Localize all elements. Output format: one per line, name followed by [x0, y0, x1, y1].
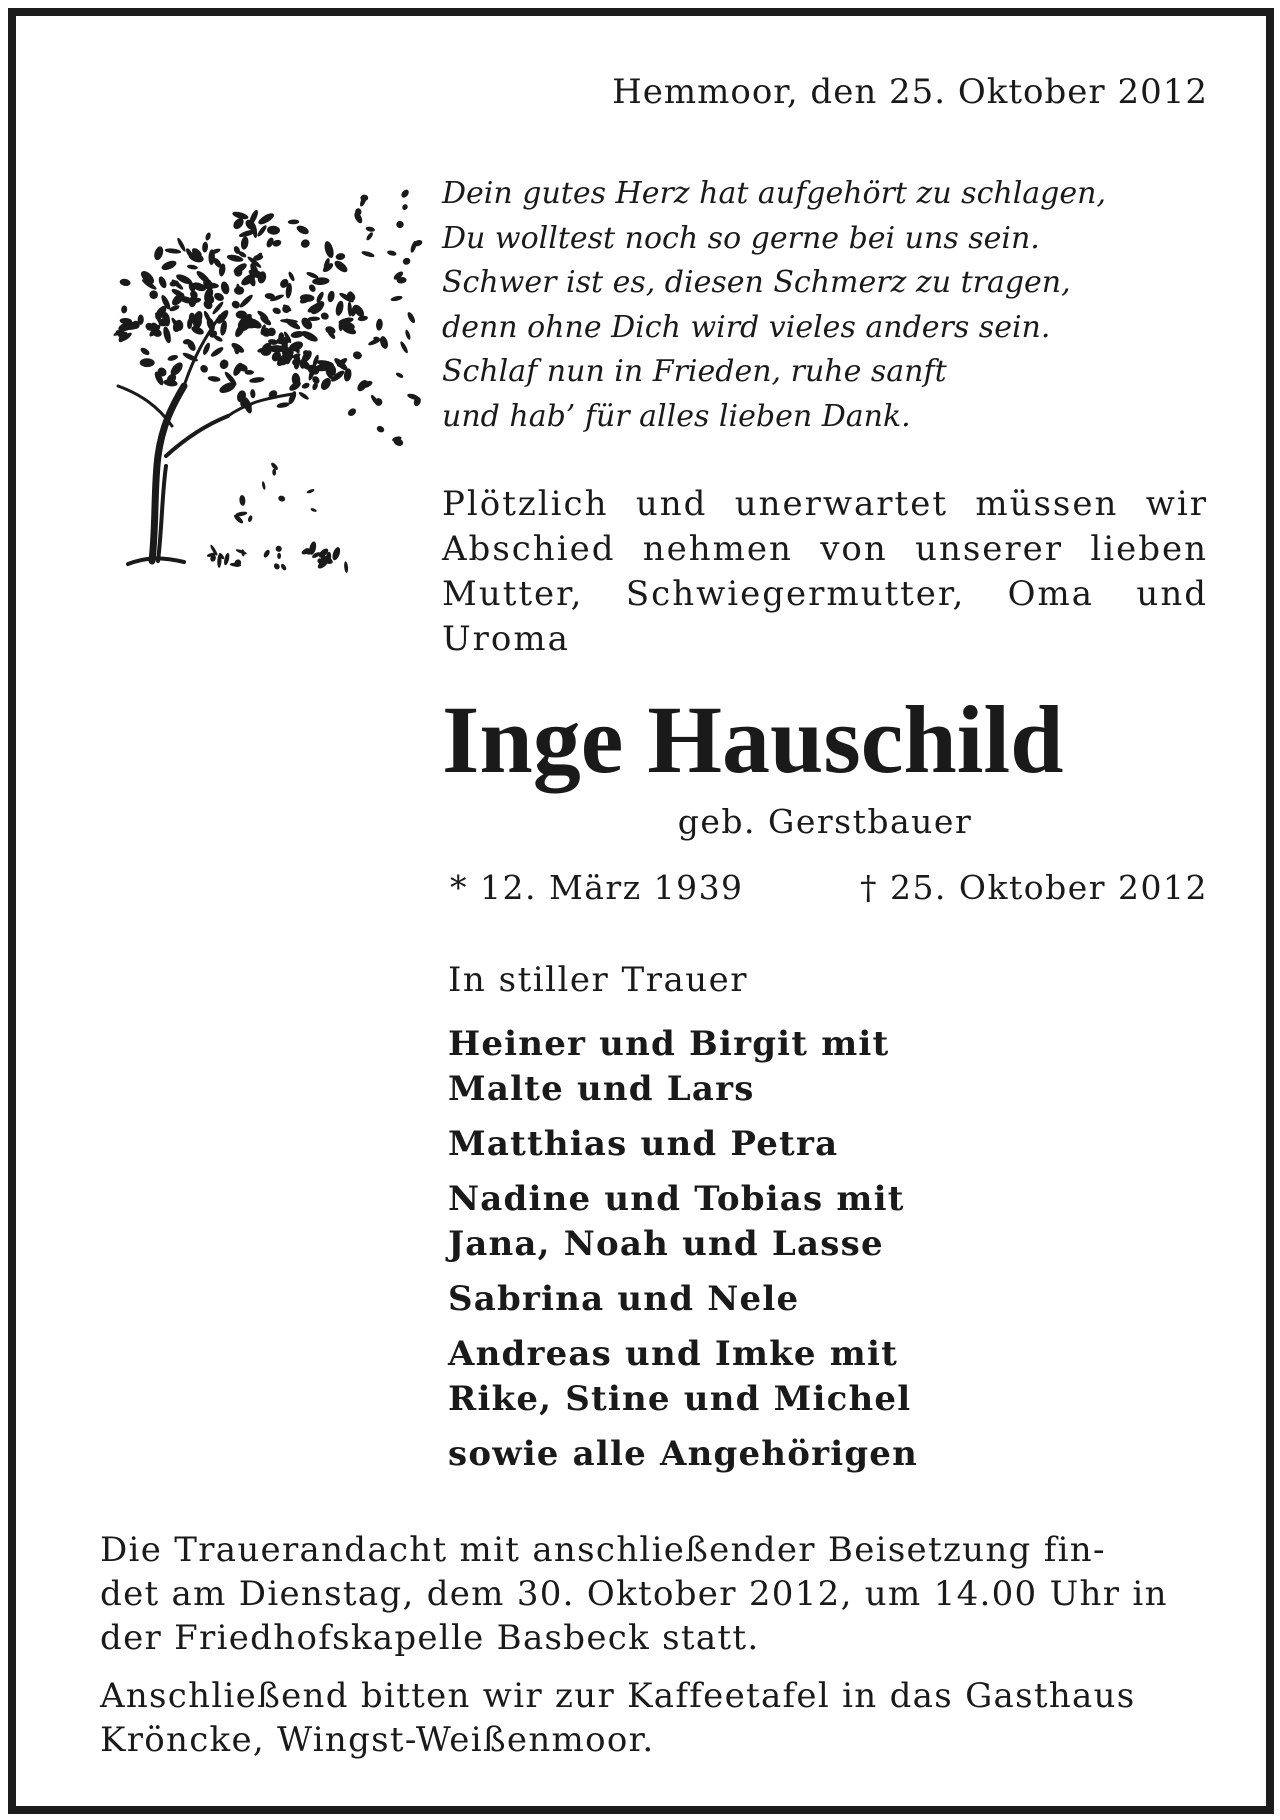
leaf-shape — [272, 469, 276, 476]
leaf-shape — [290, 330, 304, 339]
family-line: Sabrina und Nele — [448, 1279, 800, 1319]
leaf-shape — [323, 240, 335, 259]
family-line: Rike, Stine und Michel — [448, 1379, 912, 1419]
service-info — [100, 1528, 1208, 1776]
leaf-shape — [300, 329, 319, 344]
windblown-tree-icon — [88, 166, 428, 586]
leaf-shape — [365, 231, 374, 241]
leaf-shape — [207, 375, 220, 382]
poem-line: Du wolltest noch so gerne bei uns sein. — [442, 220, 1040, 256]
family-group — [448, 1122, 1208, 1167]
leaf-shape — [301, 382, 311, 390]
leaf-shape — [199, 363, 210, 374]
leaf-shape — [240, 236, 249, 250]
leaf-shape — [288, 219, 300, 224]
leaf-shape — [346, 407, 357, 418]
leaf-shape — [327, 290, 336, 303]
poem-line: Schwer ist es, diesen Schmerz zu tragen, — [442, 265, 1071, 301]
leaf-shape — [395, 372, 404, 379]
leaf-shape — [277, 553, 281, 559]
leaf-shape — [306, 488, 315, 494]
leaf-shape — [387, 250, 397, 257]
leaf-shape — [239, 495, 246, 506]
leaf-shape — [165, 248, 182, 255]
death-date: † 25. Oktober 2012 — [859, 868, 1208, 907]
intro-text: Plötzlich und unerwartet müssen wir Abschied nehmen von unserer lieben Mutter, Schwiegermutter, Oma und Uroma — [442, 484, 1208, 659]
family-group — [448, 1332, 1208, 1422]
leaf-shape — [404, 329, 411, 340]
family-group — [448, 1432, 1208, 1477]
leaf-shape — [274, 545, 283, 554]
leaf-shape — [204, 232, 211, 241]
family-line: Andreas und Imke mit — [448, 1334, 898, 1374]
leaf-shape — [235, 548, 247, 555]
leaf-shape — [379, 335, 390, 350]
leaf-shape — [234, 286, 244, 295]
leaf-shape — [261, 481, 266, 490]
family-line: Matthias und Petra — [448, 1124, 839, 1164]
leaf-shape — [223, 552, 230, 565]
leaf-shape — [280, 563, 287, 571]
leaf-shape — [331, 546, 342, 561]
birth-date: * 12. März 1939 — [450, 868, 744, 907]
leaf-shape — [202, 241, 209, 252]
leaf-shape — [153, 245, 165, 261]
leaf-shape — [399, 340, 409, 354]
family-list — [448, 1022, 1208, 1487]
service-paragraph — [100, 1528, 1208, 1660]
leaf-shape — [299, 238, 311, 250]
family-group — [448, 1277, 1208, 1322]
service-line: det am Dienstag, dem 30. Oktober 2012, um 14.00 Uhr in — [100, 1574, 1168, 1614]
leaf-shape — [162, 326, 173, 344]
reception-paragraph — [100, 1674, 1208, 1762]
reception-line: Anschließend bitten wir zur Kaffeetafel in das Gasthaus — [100, 1676, 1136, 1716]
reception-line: Kröncke, Wingst-Weißenmoor. — [100, 1720, 655, 1760]
poem-line: Dein gutes Herz hat aufgehört zu schlagen, — [442, 176, 1106, 211]
family-line: Malte und Lars — [448, 1069, 755, 1109]
deceased-name: Inge Hauschild — [442, 686, 1064, 793]
leaf-shape — [402, 257, 412, 266]
leaf-shape — [250, 389, 256, 399]
family-line: Heiner und Birgit mit — [448, 1024, 890, 1064]
leaf-shape — [390, 295, 403, 302]
leaf-shape — [277, 495, 286, 503]
poem — [442, 172, 1208, 440]
leaf-shape — [365, 226, 375, 233]
leaf-shape — [298, 391, 310, 401]
service-line: der Friedhofskapelle Basbeck statt. — [100, 1618, 760, 1658]
leaf-shape — [187, 264, 199, 270]
obituary-frame — [8, 8, 1274, 1814]
leaf-shape — [218, 358, 229, 370]
leaf-shape — [220, 281, 231, 296]
leaf-shape — [160, 259, 178, 272]
leaf-shape — [230, 299, 241, 310]
leaf-shape — [320, 312, 330, 321]
poem-line: denn ohne Dich wird vieles anders sein. — [442, 309, 1051, 345]
leaf-shape — [238, 293, 254, 309]
leaf-shape — [376, 425, 386, 434]
leaf-shape — [339, 320, 343, 331]
leaf-shape — [308, 283, 317, 293]
leaf-shape — [272, 306, 282, 315]
leaf-shape — [167, 354, 179, 362]
place-date: Hemmoor, den 25. Oktober 2012 — [612, 72, 1208, 112]
leaf-shape — [376, 318, 384, 331]
maiden-name: geb. Gerstbauer — [677, 802, 973, 841]
family-line: Nadine und Tobias mit — [448, 1179, 905, 1219]
leaf-shape — [139, 346, 151, 356]
leaf-shape — [140, 358, 155, 367]
service-line: Die Trauerandacht mit anschließender Beisetzung fin- — [100, 1530, 1106, 1570]
leaf-shape — [267, 225, 280, 235]
leaf-shape — [400, 188, 410, 199]
leaf-shape — [273, 562, 281, 570]
leaf-shape — [276, 401, 290, 408]
leaf-shape — [401, 203, 409, 211]
poem-line: Schlaf nun in Frieden, ruhe sanft — [442, 354, 947, 390]
leaf-shape — [157, 275, 168, 289]
mourning-line: In stiller Trauer — [448, 960, 749, 1000]
leaf-shape — [361, 250, 375, 258]
leaf-shape — [149, 290, 158, 299]
leaf-shape — [352, 350, 363, 360]
leaf-shape — [119, 278, 131, 287]
leaf-shape — [283, 317, 301, 332]
poem-line: und hab’ für alles lieben Dank. — [442, 398, 911, 434]
leaf-shape — [333, 259, 350, 275]
leaf-shape — [249, 376, 265, 383]
leaf-shape — [335, 252, 346, 260]
leaf-shape — [406, 311, 416, 324]
leaf-shape — [247, 515, 253, 523]
leaf-shape — [209, 345, 224, 358]
leaf-shape — [287, 271, 295, 282]
leaf-shape — [121, 305, 128, 314]
leaf-shape — [344, 561, 349, 573]
leaf-shape — [396, 220, 404, 228]
family-line: sowie alle Angehörigen — [448, 1434, 919, 1474]
family-group — [448, 1177, 1208, 1267]
leaf-shape — [334, 300, 344, 317]
leaf-shape — [295, 224, 310, 236]
family-line: Jana, Noah und Lasse — [448, 1224, 884, 1264]
obituary-content — [16, 16, 1266, 1806]
leaf-shape — [256, 224, 268, 238]
family-group — [448, 1022, 1208, 1112]
leaf-shape — [257, 211, 276, 226]
leaf-shape — [262, 549, 270, 559]
leaf-shape — [310, 507, 317, 512]
